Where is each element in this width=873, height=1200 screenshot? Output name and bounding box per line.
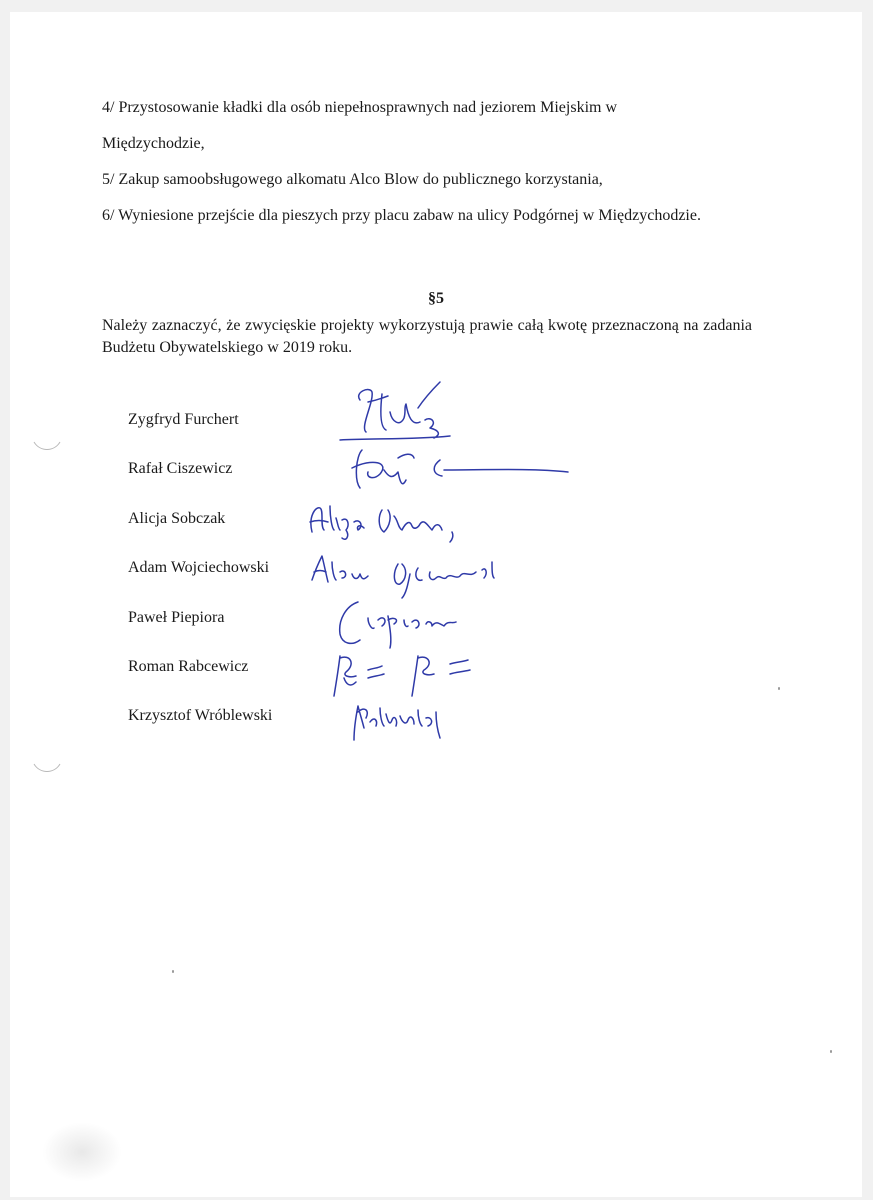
section-paragraph: Należy zaznaczyć, że zwycięskie projekty wykorzystują prawie całą kwotę przeznaczoną na zadania Budżetu Obywatelskiego w 2019 roku.	[102, 317, 752, 356]
signatory-name: Alicja Sobczak	[128, 510, 226, 527]
scan-speck	[778, 687, 780, 690]
document-page	[10, 12, 862, 1197]
signature-adam-wojciechowski	[306, 544, 536, 604]
section-heading: §5	[428, 290, 444, 307]
signature-zygfryd-furchert	[330, 372, 460, 447]
signature-pawel-piepiora	[328, 594, 508, 654]
signatory-name: Roman Rabcewicz	[128, 658, 249, 675]
list-item-4-continuation: Międzychodzie,	[102, 135, 205, 152]
scan-smudge	[42, 1122, 122, 1182]
scan-speck	[172, 970, 174, 973]
punch-hole-mark	[32, 762, 62, 776]
signature-krzysztof-wroblewski	[344, 692, 454, 747]
signatory-name: Paweł Piepiora	[128, 609, 225, 626]
signature-rafal-ciszewicz	[332, 440, 572, 500]
punch-hole-mark	[32, 440, 62, 454]
signature-roman-rabcewicz	[316, 644, 486, 704]
list-item-6: 6/ Wyniesione przejście dla pieszych przy placu zabaw na ulicy Podgórnej w Międzychodzie.	[102, 207, 701, 224]
scan-speck	[830, 1050, 832, 1053]
signatory-name: Zygfryd Furchert	[128, 411, 239, 428]
list-item-4: 4/ Przystosowanie kładki dla osób niepełnosprawnych nad jeziorem Miejskim w	[102, 99, 618, 116]
signatory-name: Rafał Ciszewicz	[128, 460, 233, 477]
signatory-name: Krzysztof Wróblewski	[128, 707, 273, 724]
list-item-5: 5/ Zakup samoobsługowego alkomatu Alco Blow do publicznego korzystania,	[102, 171, 603, 188]
signatory-name: Adam Wojciechowski	[128, 559, 270, 576]
signature-alicja-sobczak	[302, 496, 502, 546]
